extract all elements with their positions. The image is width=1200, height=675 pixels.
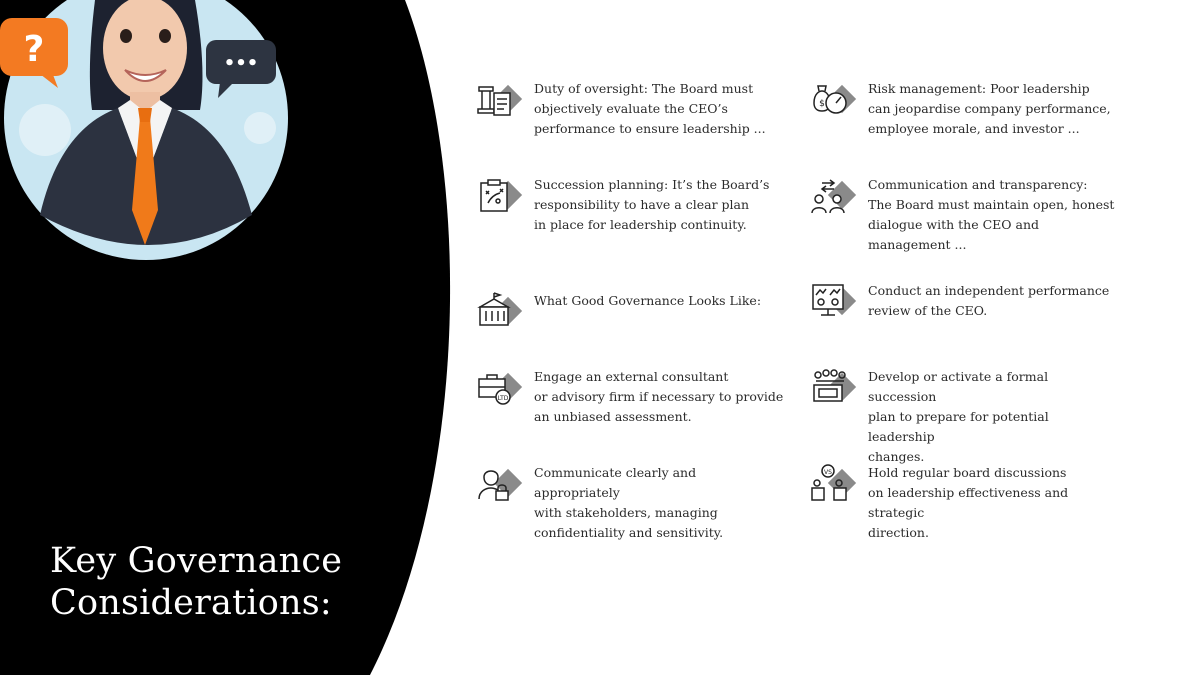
item-text: Communicate clearly and appropriately with stakeholders, managing confidentiality and sensitivity. — [534, 465, 724, 540]
item-text: Conduct an independent performance review of the CEO. — [868, 283, 1110, 318]
consideration-item — [810, 79, 1118, 139]
debate-vs-icon — [810, 463, 862, 511]
item-text: Communication and transparency: The Board must maintain open, honest dialogue with the CEO and management ... — [868, 177, 1115, 252]
money-bag-gauge-icon — [810, 79, 862, 127]
item-text: Succession planning: It’s the Board’s responsibility to have a clear plan in place for leadership continuity. — [534, 177, 770, 232]
briefcase-ltd-icon — [476, 367, 528, 415]
slide-title-line1: Key Governance — [50, 541, 343, 581]
question-mark-icon: ? — [23, 29, 45, 70]
svg-text:VS: VS — [824, 469, 832, 476]
consideration-item — [810, 175, 1118, 255]
item-text: What Good Governance Looks Like: — [534, 293, 762, 308]
svg-text:LTD: LTD — [497, 395, 509, 402]
consideration-item — [476, 367, 784, 427]
consideration-item — [476, 291, 784, 339]
consideration-item — [810, 367, 1118, 467]
businesswoman-portrait — [0, 0, 300, 265]
consideration-item — [476, 175, 784, 235]
svg-text:$: $ — [819, 99, 825, 109]
monitor-review-icon — [810, 281, 862, 329]
consideration-item — [810, 463, 1118, 543]
person-lock-icon — [476, 463, 528, 511]
team-podium-icon — [810, 367, 862, 415]
item-text: Engage an external consultant or advisory firm if necessary to provide an unbiased assessment. — [534, 369, 784, 424]
consideration-item — [476, 463, 784, 543]
government-building-icon — [476, 291, 528, 339]
speech-dots-icon: ••• — [223, 53, 259, 74]
consideration-item — [476, 79, 784, 139]
item-text: Risk management: Poor leadership can jeopardise company performance, employee morale, and investor ... — [868, 81, 1111, 136]
consideration-item — [810, 281, 1118, 329]
slide-title-line2: Considerations: — [50, 583, 332, 623]
item-text: Develop or activate a formal succession plan to prepare for potential leadership changes. — [868, 369, 1049, 464]
pillar-document-icon — [476, 79, 528, 127]
people-exchange-icon — [810, 175, 862, 223]
item-text: Hold regular board discussions on leadership effectiveness and strategic direction. — [868, 465, 1069, 540]
strategy-board-icon — [476, 175, 528, 223]
slide-title — [50, 540, 342, 624]
item-text: Duty of oversight: The Board must objectively evaluate the CEO’s performance to ensure leadership ... — [534, 81, 766, 136]
